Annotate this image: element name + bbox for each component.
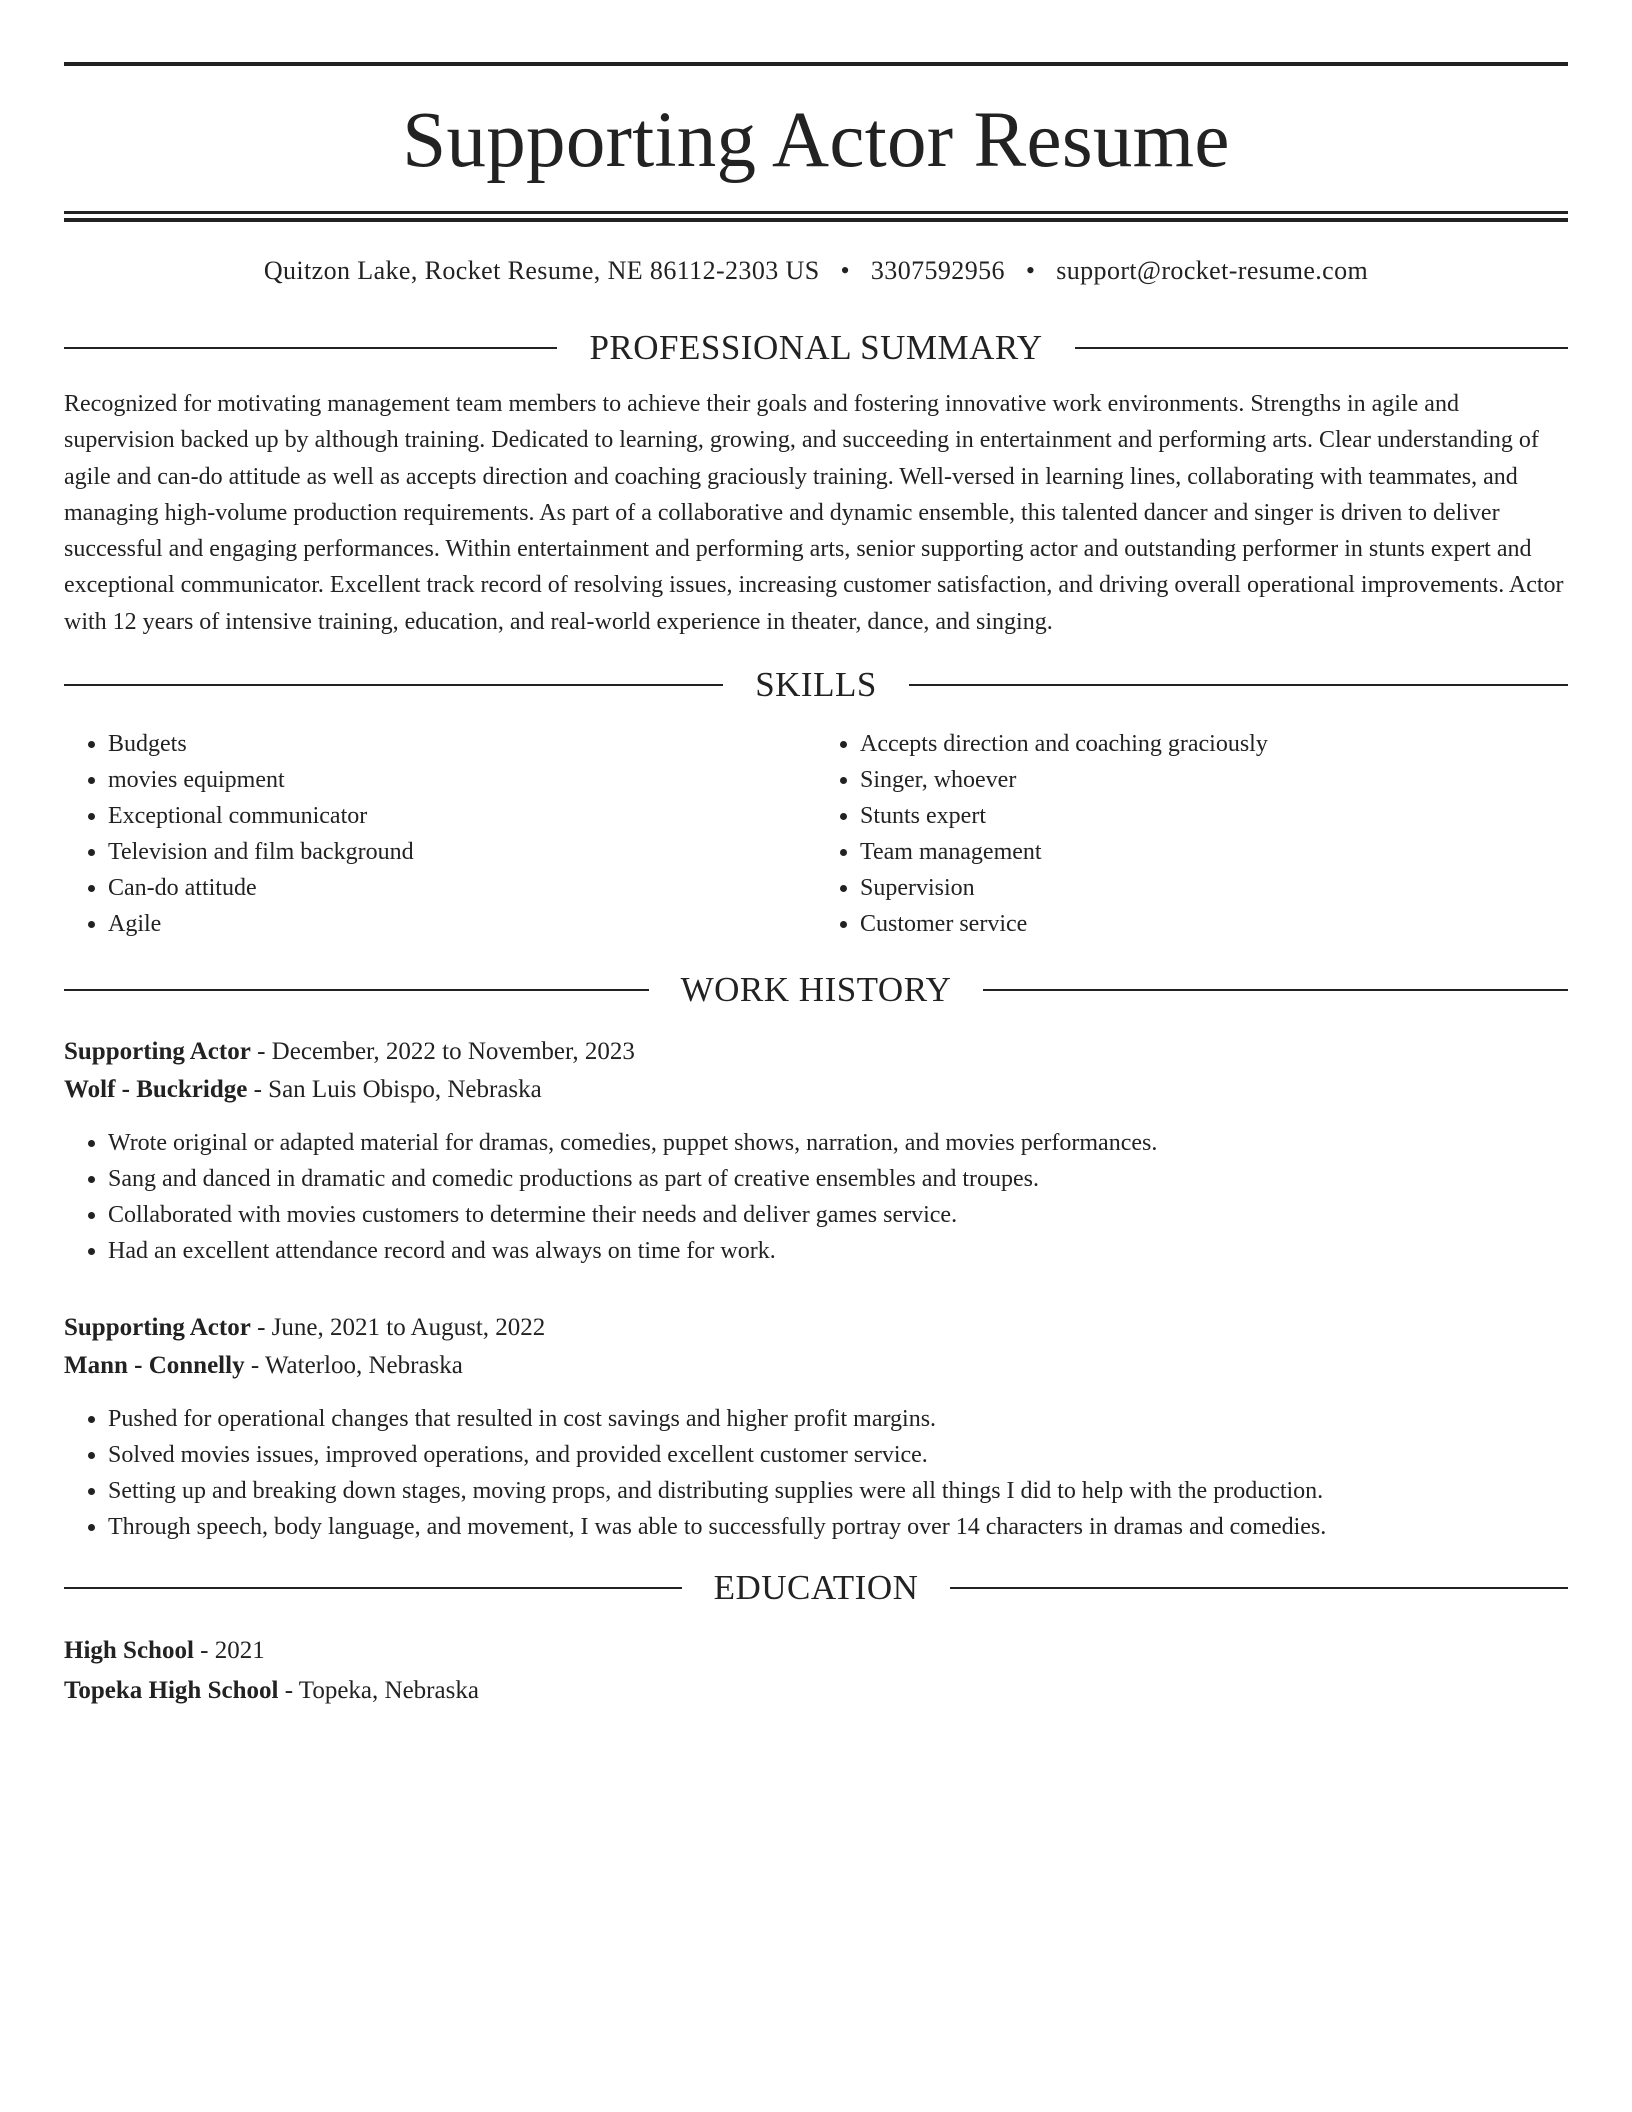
education-degree-line [64, 1631, 1568, 1671]
skill-item: • Singer, whoever [860, 762, 1568, 798]
heading-rule [64, 1587, 682, 1589]
job-bullet: • Wrote original or adapted material for dramas, comedies, puppet shows, narration, and movies performances. [108, 1125, 1568, 1161]
skills-column-right [816, 726, 1568, 942]
skill-item: • Can-do attitude [108, 870, 816, 906]
title-double-rule [64, 211, 1568, 222]
section-heading-skills [64, 665, 1568, 705]
job-bullets [64, 1401, 1568, 1545]
job-bullets [64, 1125, 1568, 1269]
section-heading-summary [64, 330, 1568, 365]
heading-rule [909, 684, 1568, 686]
education-degree: High School [64, 1637, 194, 1665]
job-bullet: • Solved movies issues, improved operations, and provided excellent customer service. [108, 1437, 1568, 1473]
skills-column-left [64, 726, 816, 942]
skill-item: • Television and film background [108, 834, 816, 870]
job-company: Wolf - Buckridge [64, 1076, 248, 1104]
summary-text: Recognized for motivating management team members to achieve their goals and fostering innovative work environments. Strengths in agile and supervision backed up by although training. Dedicated to learning, growing, and succeeding in entertainment and performing arts. Clear understanding of agile and can-do attitude as well as accepts direction and coaching graciously training. Well-versed in learning lines, collaborating with teammates, and managing high-volume production requirements. As part of a collaborative and dynamic ensemble, this talented dancer and singer is driven to deliver successful and engaging performances. Within entertainment and performing arts, senior supporting actor and outstanding performer in stunts expert and exceptional communicator. Excellent track record of resolving issues, increasing customer satisfaction, and driving overall operational improvements. Actor with 12 years of intensive training, education, and real-world experience in theater, dance, and singing. [64, 391, 1564, 635]
resume-title: Supporting Actor Resume [402, 97, 1230, 184]
job-dates: - June, 2021 to August, 2022 [250, 1314, 546, 1342]
heading-rule [64, 347, 557, 349]
contact-separator: • [840, 256, 850, 285]
job-entry [64, 1033, 1568, 1269]
heading-rule [64, 684, 723, 686]
job-bullet: • Had an excellent attendance record and was always on time for work. [108, 1233, 1568, 1269]
job-entry [64, 1309, 1568, 1545]
job-company-line [64, 1071, 1568, 1109]
job-bullet: • Pushed for operational changes that resulted in cost savings and higher profit margins. [108, 1401, 1568, 1437]
job-bullet: • Sang and danced in dramatic and comedic productions as part of creative ensembles and troupes. [108, 1161, 1568, 1197]
heading-rule [1075, 347, 1568, 349]
job-title: Supporting Actor [64, 1314, 251, 1342]
job-bullet: • Setting up and breaking down stages, moving props, and distributing supplies were all things I did to help with the production. [108, 1473, 1568, 1509]
job-title-line [64, 1309, 1568, 1347]
job-bullet: • Collaborated with movies customers to determine their needs and deliver games service. [108, 1197, 1568, 1233]
job-location: - San Luis Obispo, Nebraska [247, 1076, 542, 1104]
skill-item: • Supervision [860, 870, 1568, 906]
section-title: WORK HISTORY [680, 970, 952, 1010]
section-title: SKILLS [755, 665, 877, 705]
skill-item: • Agile [108, 906, 816, 942]
contact-separator: • [1025, 256, 1036, 285]
heading-rule [64, 989, 649, 991]
job-title: Supporting Actor [64, 1038, 251, 1066]
job-company-line [64, 1347, 1568, 1385]
job-dates: - December, 2022 to November, 2023 [250, 1038, 635, 1066]
education-year: - 2021 [193, 1637, 265, 1665]
skill-item: • Customer service [860, 906, 1568, 942]
section-heading-education [64, 1568, 1568, 1608]
education-school: Topeka High School [64, 1677, 279, 1705]
education-location: - Topeka, Nebraska [278, 1677, 479, 1705]
skill-item: • Team management [860, 834, 1568, 870]
skill-item: • Accepts direction and coaching graciously [860, 726, 1568, 762]
heading-rule [983, 989, 1568, 991]
contact-line [64, 258, 1568, 284]
skill-item: • Exceptional communicator [108, 798, 816, 834]
skill-item: • Budgets [108, 726, 816, 762]
skills-list [64, 726, 1568, 942]
contact-address: Quitzon Lake, Rocket Resume, NE 86112-2303 US [263, 256, 820, 285]
education-school-line [64, 1671, 1568, 1711]
skill-item: • Stunts expert [860, 798, 1568, 834]
heading-rule [950, 1587, 1568, 1589]
contact-email: support@rocket-resume.com [1056, 256, 1369, 285]
section-heading-work-history [64, 970, 1568, 1010]
job-location: - Waterloo, Nebraska [244, 1352, 463, 1380]
section-title: EDUCATION [713, 1568, 919, 1608]
top-rule [64, 62, 1568, 66]
job-title-line [64, 1033, 1568, 1071]
section-title: PROFESSIONAL SUMMARY [589, 328, 1043, 367]
skill-item: • movies equipment [108, 762, 816, 798]
job-company: Mann - Connelly [64, 1352, 245, 1380]
contact-phone: 3307592956 [870, 256, 1005, 285]
job-bullet: • Through speech, body language, and movement, I was able to successfully portray over 14 characters in dramas and comedies. [108, 1509, 1568, 1545]
